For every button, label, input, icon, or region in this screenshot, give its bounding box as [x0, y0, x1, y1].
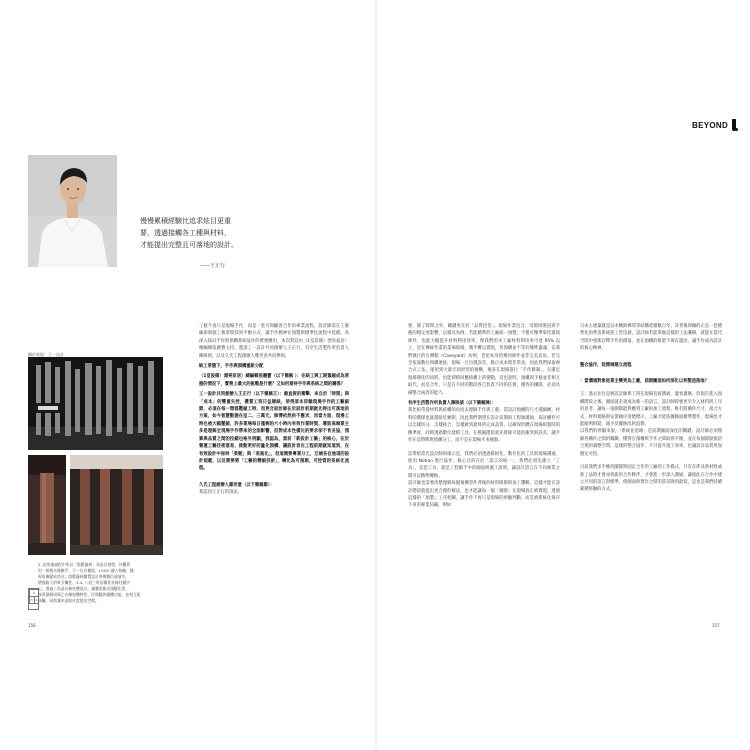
- section-brand: BEYOND: [692, 121, 729, 130]
- storefront-photo: [28, 357, 163, 450]
- article-paragraph: 設計師也需要清楚理解每個預構零件背後的材料限制與加工邏輯，這樣才能在設計階段就提出更合理的解法，也才能讓每一個「細節」在現場真正被實現，透過這樣的「預製」工序把關，讓手作不再只是現場的經驗判斷，而是被系統化保存下來的專業知識，例如: [408, 481, 560, 509]
- page-number-right: 157: [712, 623, 720, 628]
- article-heading: ：當溝通對象從業主變更為工廠，前期圖面如何深化以利製造落地？: [580, 379, 709, 385]
- article-heading: 有序生活製作所負責人陳映偵（以下簡稱陳）：: [408, 401, 497, 407]
- paragraph-gap: [580, 369, 722, 375]
- pull-quote: [140, 215, 240, 251]
- article-paragraph: 日本古建築就是以木構與榫卯等結構延續數百年，其背後仰賴的正是一套標準化的營造系統與工匠技藝，設計師若能掌握這樣的工法邏輯，就能在當代空間中重新詮釋手作的價值，並在預構的框架下保有溫度，讓手作成為設計的核心精神。: [580, 324, 722, 352]
- article-paragraph: 要，除了時間之外，關鍵更在於「品質控管」。現場作業包含，受環境變因與手藝的穩定度影響，以模具為例，若能精準的工廠統一預製，不僅可精準掌控環境條件，也能大幅提升材料利用效率，像我們的木工廠材料利用率可達 95% 以上，這在傳統作業的業場現場，幾乎難以實現，但預構並不等於犧牲靈魂，以我們執行的台灣館（Caveyard）為例，老屋本身的幾何條件並非完美直角，若完全依靠數位預構連接，現場一旦出現誤差，修正成本將非常高，因此我們採取複合式工法，運用到大量牢固原型的預構，後來在現場進行「手作微調」，在滿足現場變化的同時，也能即時回應結構上的變動，這也說明，預構與手藝並非相互取代，而是合作，只是在不同的階段各自負責不同的任務，優秀的團隊，必須具備整合兩者的能力。: [408, 324, 560, 396]
- interior-corridor-photo: [70, 455, 163, 555]
- interior-column-photo: [28, 455, 66, 555]
- article-heading: 缺工常態下，手作與預構重新分配: [199, 364, 264, 370]
- layout-key-cell: 3: [30, 598, 33, 602]
- photo-caption-line: 用一根根木條橫平、不一長長橫面，LOGO 融入格柵，隨: [38, 568, 134, 573]
- paragraph-gap: [199, 473, 349, 479]
- page-gutter-shadow: [373, 0, 379, 750]
- photo-caption-line: 接觸，同時讓木造結化度提出空間。: [38, 598, 99, 603]
- article-paragraph: 王：過去往往是被設計師與工班在現場直接溝通、邊看邊修，但現在進入預構階段之後，圖面就必須成為唯一的語言，設計師得要更早介入材料與工序的思考，讓每一張圖都能對應到工廠的加工流程。唯有將構件尺寸、接合方式、材料規格與安裝順序清楚標示，工廠才能依據圖面精準製作，現場也才能順利組裝，減少反覆修改與浪費。: [580, 392, 722, 428]
- article-heading: 工一設計共同創辦人王正行（以下簡稱王）：最直接的衝擊，來自於「時間」與「成本」的雙重失控，優質工班日益稀缺，使得原本仰賴現場手作的工藝細節，必須在每一環都壓縮工時，而更合設計師在於設計前期就先得出可落地的方案，如今智慧動態在室二、三萬元，師傅依然供不應求，而當方面，現場工時也被大幅壓縮，許多業場每日僅剩的六小時內有效作業時間，導致高端業主多是理解全現場手作帶來的全面影響，但對成本性價比的要求卻不肯妥協，預算與品質之間的拉鋸也格外明顯，我認為，當前「新設計工藝」的核心，在於營運工藝技術落差，推動更好的量化預構、讓設計者在工程前期就知道到，在有效設計中保持「柔韌」與「差異化」，但這需要專業分工，互補各自強項的設計規範，以及需要將「工藝的精細技術」，轉化為可預期、可控管的系統化流程。: [199, 392, 349, 472]
- paragraph-gap: [580, 353, 722, 359]
- article-column-2: [408, 323, 560, 510]
- article-paragraph: 我比較常從材料與結構的角度去理解手作與工藝，當設計預構的尺寸越細緻，材料的選擇也就越接近極限，因此我們期望在設計前期與工程師溝通，探討構件可以怎樣切分、怎樣接合、怎樣做到最終的完成品質，以確保形體在現場組裝時的精準度，同時透過數位建模工具，在模擬階段就先排除可能的衝突與誤差，讓手作在這時期與預構分工，而不是在現場才來補救。: [408, 408, 560, 444]
- photo-caption-line: 增強路人的吸引觸性。3.4. 八道三角招構界長條柱擺中: [38, 580, 130, 585]
- brand-mark-icon: [732, 119, 736, 131]
- article-heading: 整合協作，從開端建立流程: [580, 362, 632, 368]
- photo-caption-line: 2. 依所處過程中所以「陰鬱蟲林」為設計發想，外觀利: [38, 562, 131, 567]
- photo-caption-line: 視角漸變成淡光；陰鬱蟲林屢置設計參與數位通演失，: [38, 574, 130, 579]
- pull-quote-line: 慢慢累積經驗比追求炫目更重: [140, 217, 231, 225]
- photo-credit: 攝於產地：王一設計: [28, 352, 64, 357]
- pull-quote-author: ——王正行: [200, 263, 226, 269]
- photo-caption-line: 接著讓與周場之在陳視體特性，民間變異鋪體功能，並相互配: [38, 592, 141, 597]
- portrait-photo: [28, 155, 117, 267]
- photo-caption-line: 心，透過三角造長條柱體設計，讓牆面都長頭變化著，: [38, 586, 130, 591]
- article-paragraph: 工藝不再只是現場手作，而是一套可與顧客合作的專業流程，設計師需在工藝細節與施工執掌間找到平衡方式，讓手作精神在預製與標準化流程中延續。為深入探討手作與預構系統協作的實務應用，本次對話由（1室設備）漂亮家居）總編輯張麗寶主持，邀請工一設計共同創辦人王正行，有序生活製作所負責人陳映偵，以及久氏工程創辦人鄭世意共同參與。: [199, 324, 349, 359]
- pull-quote-line: 才能提出完整且可落地的設計。: [140, 241, 238, 249]
- layout-key-cell: 4: [35, 598, 38, 602]
- layout-key-cell: 2: [29, 589, 39, 597]
- article-column-1: [199, 323, 349, 497]
- page-number-left: 156: [28, 623, 36, 628]
- photo-caption: [38, 562, 163, 604]
- article-heading: （1室設備）漂亮家居）總編輯張麗寶（以下簡稱 ）：在缺工與工期緊縮成為常態的情況下，實務上最大的挑戰是什麼？又如何看待手作與系統之間的關係？: [199, 374, 349, 387]
- article-paragraph: 目前我們多半維持團隊與固定合作的工廠的工作模式，只有在涉及新材料或新工法時才會尋找新的合作夥伴，才會進一步深入溝通，讓彼此在合作中建立共同的語言與標準，使圖面與實作之間的落差降到最低，這也是我們持續累積經驗的方式。: [580, 465, 722, 493]
- article-heading: 久氏工程創辦人鄭世意（以下簡稱鄭）：: [199, 482, 275, 488]
- article-column-3: [580, 323, 722, 494]
- article-paragraph: 這帶給當代設計師的啟示是，我們必須透過模組化、數位化的工具與現場溝通，使用 Notion 進行協作，核心目的在於「語言的統一」，我們必須先建立「工具」，這套工具，就是工程師手中的圖面與施工說明，讓設計語言在不同專業之間可以精準轉換。: [408, 451, 560, 479]
- pull-quote-line: 要，透過接觸各工種與材料，: [140, 229, 231, 237]
- article-paragraph: 我認同王正行的說法，: [199, 490, 242, 496]
- article-paragraph: 以我們的經驗來說，「系統化思維」是前期圖面深化的關鍵。設計師必須理解各構件之間的關聯，懂得在預構與手作之間取得平衡，並在每個節點預留合理的調整空間。這樣的整合協作，不只提升施工效率，也讓設計品質更加穩定可控。: [580, 429, 722, 457]
